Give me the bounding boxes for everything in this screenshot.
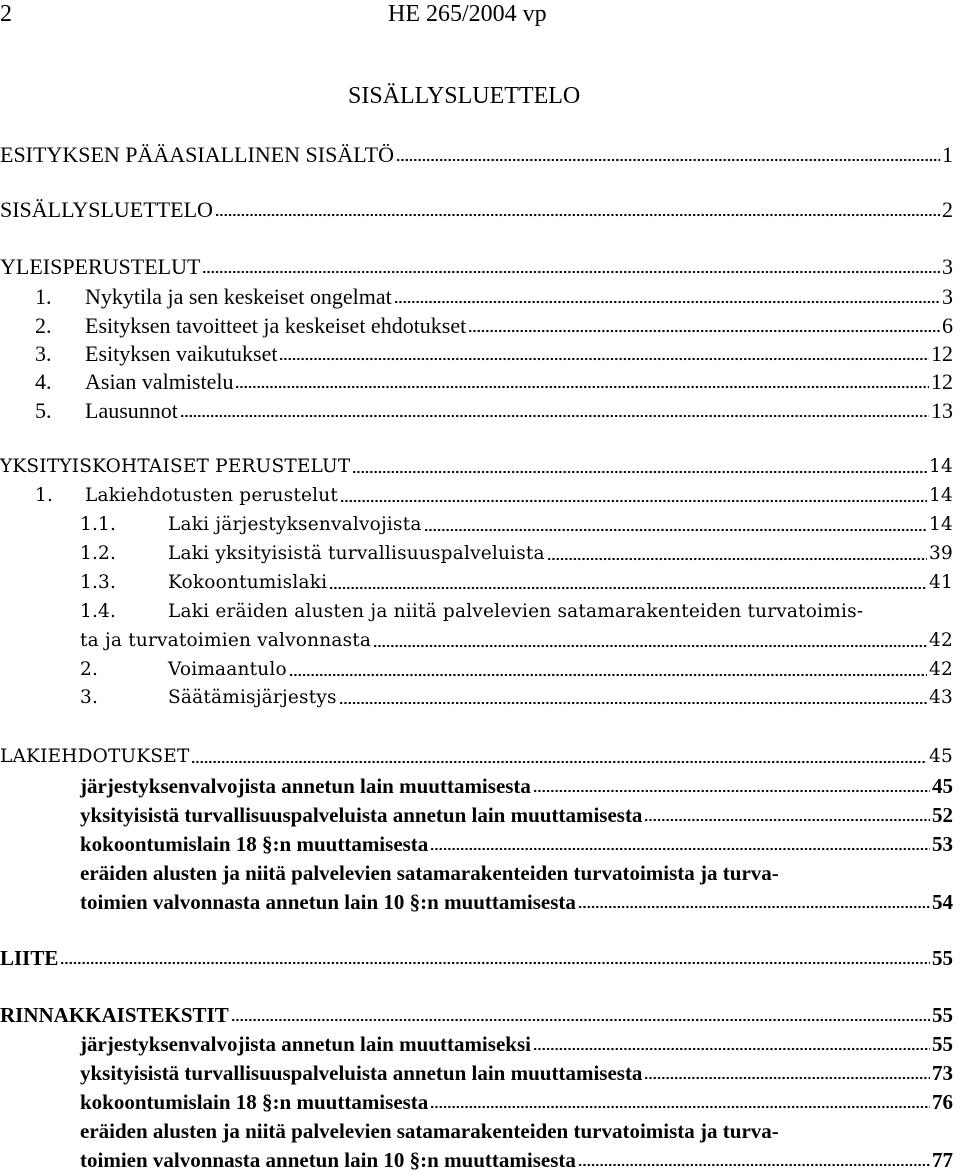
toc-entry-page: 45 xyxy=(932,774,953,798)
toc-entry-number: 4. xyxy=(35,369,52,394)
toc-entry-title: LAKIEHDOTUKSET xyxy=(0,746,190,767)
dot-leader xyxy=(533,789,930,793)
toc-entry-title: Lausunnot xyxy=(85,398,178,423)
dot-leader xyxy=(279,357,929,361)
dot-leader xyxy=(60,961,930,965)
toc-entry-number: 1. xyxy=(35,284,52,309)
toc-entry-page: 54 xyxy=(932,890,953,914)
toc-entry-number: 1.3. xyxy=(80,572,117,593)
toc-entry xyxy=(0,943,953,971)
dot-leader xyxy=(329,586,927,590)
toc-entry-number: 3. xyxy=(35,341,52,366)
toc-entry-page: 1 xyxy=(942,142,953,167)
toc-entry-page: 76 xyxy=(932,1090,953,1114)
toc-entry-number: 2. xyxy=(80,659,99,680)
toc-entry-title: järjestyksenvalvojista annetun lain muuttamisesta xyxy=(80,774,531,798)
toc-entry xyxy=(0,1087,953,1115)
toc-entry-page: 45 xyxy=(929,746,953,767)
toc-entry-title: järjestyksenvalvojista annetun lain muuttamiseksi xyxy=(80,1032,531,1056)
toc-entry-title: Lakiehdotusten perustelut xyxy=(85,485,338,506)
dot-leader xyxy=(231,1018,930,1022)
toc-entry xyxy=(0,800,953,828)
toc-entry-page: 52 xyxy=(932,803,953,827)
page-title: SISÄLLYSLUETTELO xyxy=(348,83,581,109)
toc-entry-page: 12 xyxy=(931,341,953,366)
toc-entry-title: Voimaantulo xyxy=(168,659,287,680)
toc-entry xyxy=(0,396,953,424)
toc-entry xyxy=(0,452,953,480)
toc-entry-title: ESITYKSEN PÄÄASIALLINEN SISÄLTÖ xyxy=(0,142,394,167)
toc-entry xyxy=(0,481,953,509)
toc-entry-number: 2. xyxy=(35,313,52,338)
dot-leader xyxy=(191,760,927,764)
toc-entry xyxy=(0,568,953,596)
toc-entry-page: 55 xyxy=(932,1003,953,1027)
toc-entry xyxy=(0,195,953,223)
toc-entry-page: 55 xyxy=(932,946,953,970)
toc-entry-page: 14 xyxy=(929,456,953,477)
toc-entry-title: YKSITYISKOHTAISET PERUSTELUT xyxy=(0,456,351,477)
dot-leader xyxy=(180,414,929,418)
toc-entry xyxy=(0,597,953,625)
toc-entry-title: Esityksen vaikutukset xyxy=(85,341,278,366)
toc-entry-title-continued: toimien valvonnasta annetun lain 10 §:n muuttamisesta xyxy=(80,1148,576,1172)
toc-entry-continuation xyxy=(0,887,953,915)
toc-entry-page: 3 xyxy=(942,254,953,279)
dot-leader xyxy=(533,1047,930,1051)
dot-leader xyxy=(340,499,927,503)
toc-entry-page: 39 xyxy=(929,543,953,564)
toc-entry-title: Kokoontumislaki xyxy=(168,572,328,593)
toc-entry-title: kokoontumislain 18 §:n muuttamisesta xyxy=(80,1090,429,1114)
toc-entry-title: Asian valmistelu xyxy=(85,369,234,394)
dot-leader xyxy=(352,470,927,474)
toc-entry-title: yksityisistä turvallisuuspalveluista annetun lain muuttamisesta xyxy=(80,1061,643,1085)
toc-entry xyxy=(0,683,953,711)
toc-entry-number: 1.4. xyxy=(80,601,117,622)
toc-entry-title: RINNAKKAISTEKSTIT xyxy=(0,1003,229,1027)
dot-leader xyxy=(424,528,927,532)
toc-entry-number: 5. xyxy=(35,398,52,423)
dot-leader xyxy=(578,1163,930,1167)
dot-leader xyxy=(202,270,940,274)
dot-leader xyxy=(547,557,927,561)
toc-entry-page: 12 xyxy=(931,369,953,394)
toc-entry xyxy=(0,282,953,310)
toc-entry xyxy=(0,510,953,538)
dot-leader xyxy=(468,329,940,333)
dot-leader xyxy=(396,158,940,162)
toc-entry-title: SISÄLLYSLUETTELO xyxy=(0,197,213,222)
dot-leader xyxy=(215,213,940,217)
toc-entry-page: 2 xyxy=(942,197,953,222)
toc-entry-number: 1.2. xyxy=(80,543,117,564)
toc-entry-page: 43 xyxy=(929,687,953,708)
toc-entry-title: Esityksen tavoitteet ja keskeiset ehdotukset xyxy=(85,313,467,338)
toc-entry-title: Säätämisjärjestys xyxy=(168,687,337,708)
toc-entry-page: 42 xyxy=(929,659,953,680)
toc-entry-title: yksityisistä turvallisuuspalveluista annetun lain muuttamisesta xyxy=(80,803,643,827)
toc-entry-number: 1. xyxy=(35,485,54,506)
toc-entry-page: 13 xyxy=(931,398,953,423)
toc-entry-title: Nykytila ja sen keskeiset ongelmat xyxy=(85,284,392,309)
page-number: 2 xyxy=(0,1,12,27)
toc-entry xyxy=(0,655,953,683)
toc-entry-page: 55 xyxy=(932,1032,953,1056)
dot-leader xyxy=(644,818,930,822)
toc-entry xyxy=(0,742,953,770)
toc-entry xyxy=(0,771,953,799)
toc-entry xyxy=(0,367,953,395)
dot-leader xyxy=(430,1105,930,1109)
toc-entry xyxy=(0,1058,953,1086)
dot-leader xyxy=(644,1076,930,1080)
document-reference: HE 265/2004 vp xyxy=(388,1,547,27)
toc-entry xyxy=(0,140,953,168)
dot-leader xyxy=(373,644,927,648)
toc-entry xyxy=(0,539,953,567)
toc-entry-page: 6 xyxy=(942,313,953,338)
dot-leader xyxy=(289,673,927,677)
toc-entry-page: 42 xyxy=(929,630,953,651)
toc-entry xyxy=(0,1000,953,1028)
toc-entry-title: Laki yksityisistä turvallisuuspalveluista xyxy=(168,543,545,564)
toc-entry xyxy=(0,1116,953,1144)
toc-entry-number: 3. xyxy=(80,687,99,708)
dot-leader xyxy=(430,847,930,851)
toc-entry-page: 53 xyxy=(932,832,953,856)
toc-entry xyxy=(0,858,953,886)
toc-entry-page: 77 xyxy=(932,1148,953,1172)
dot-leader xyxy=(394,300,940,304)
toc-entry-continuation xyxy=(0,1145,953,1173)
toc-entry xyxy=(0,1029,953,1057)
toc-entry xyxy=(0,252,953,280)
dot-leader xyxy=(578,905,930,909)
toc-entry-page: 73 xyxy=(932,1061,953,1085)
toc-entry-title-continued: ta ja turvatoimien valvonnasta xyxy=(80,630,372,651)
toc-entry-title-continued: toimien valvonnasta annetun lain 10 §:n muuttamisesta xyxy=(80,890,576,914)
toc-entry-title: LIITE xyxy=(0,946,59,970)
toc-entry-title: eräiden alusten ja niitä palvelevien satamarakenteiden turvatoimista ja turva- xyxy=(80,861,779,885)
toc-entry-continuation xyxy=(0,626,953,654)
toc-entry xyxy=(0,829,953,857)
toc-entry-title: YLEISPERUSTELUT xyxy=(0,254,201,279)
toc-entry-title: Laki eräiden alusten ja niitä palvelevien satamarakenteiden turvatoimis- xyxy=(168,601,864,622)
toc-entry-number: 1.1. xyxy=(80,514,117,535)
toc-entry-page: 3 xyxy=(942,284,953,309)
dot-leader xyxy=(235,385,929,389)
toc-entry xyxy=(0,339,953,367)
toc-entry-page: 41 xyxy=(929,572,953,593)
toc-entry xyxy=(0,311,953,339)
toc-entry-title: eräiden alusten ja niitä palvelevien satamarakenteiden turvatoimista ja turva- xyxy=(80,1119,779,1143)
dot-leader xyxy=(339,701,927,705)
toc-entry-page: 14 xyxy=(929,485,953,506)
toc-entry-title: kokoontumislain 18 §:n muuttamisesta xyxy=(80,832,429,856)
toc-entry-title: Laki järjestyksenvalvojista xyxy=(168,514,422,535)
toc-entry-page: 14 xyxy=(929,514,953,535)
